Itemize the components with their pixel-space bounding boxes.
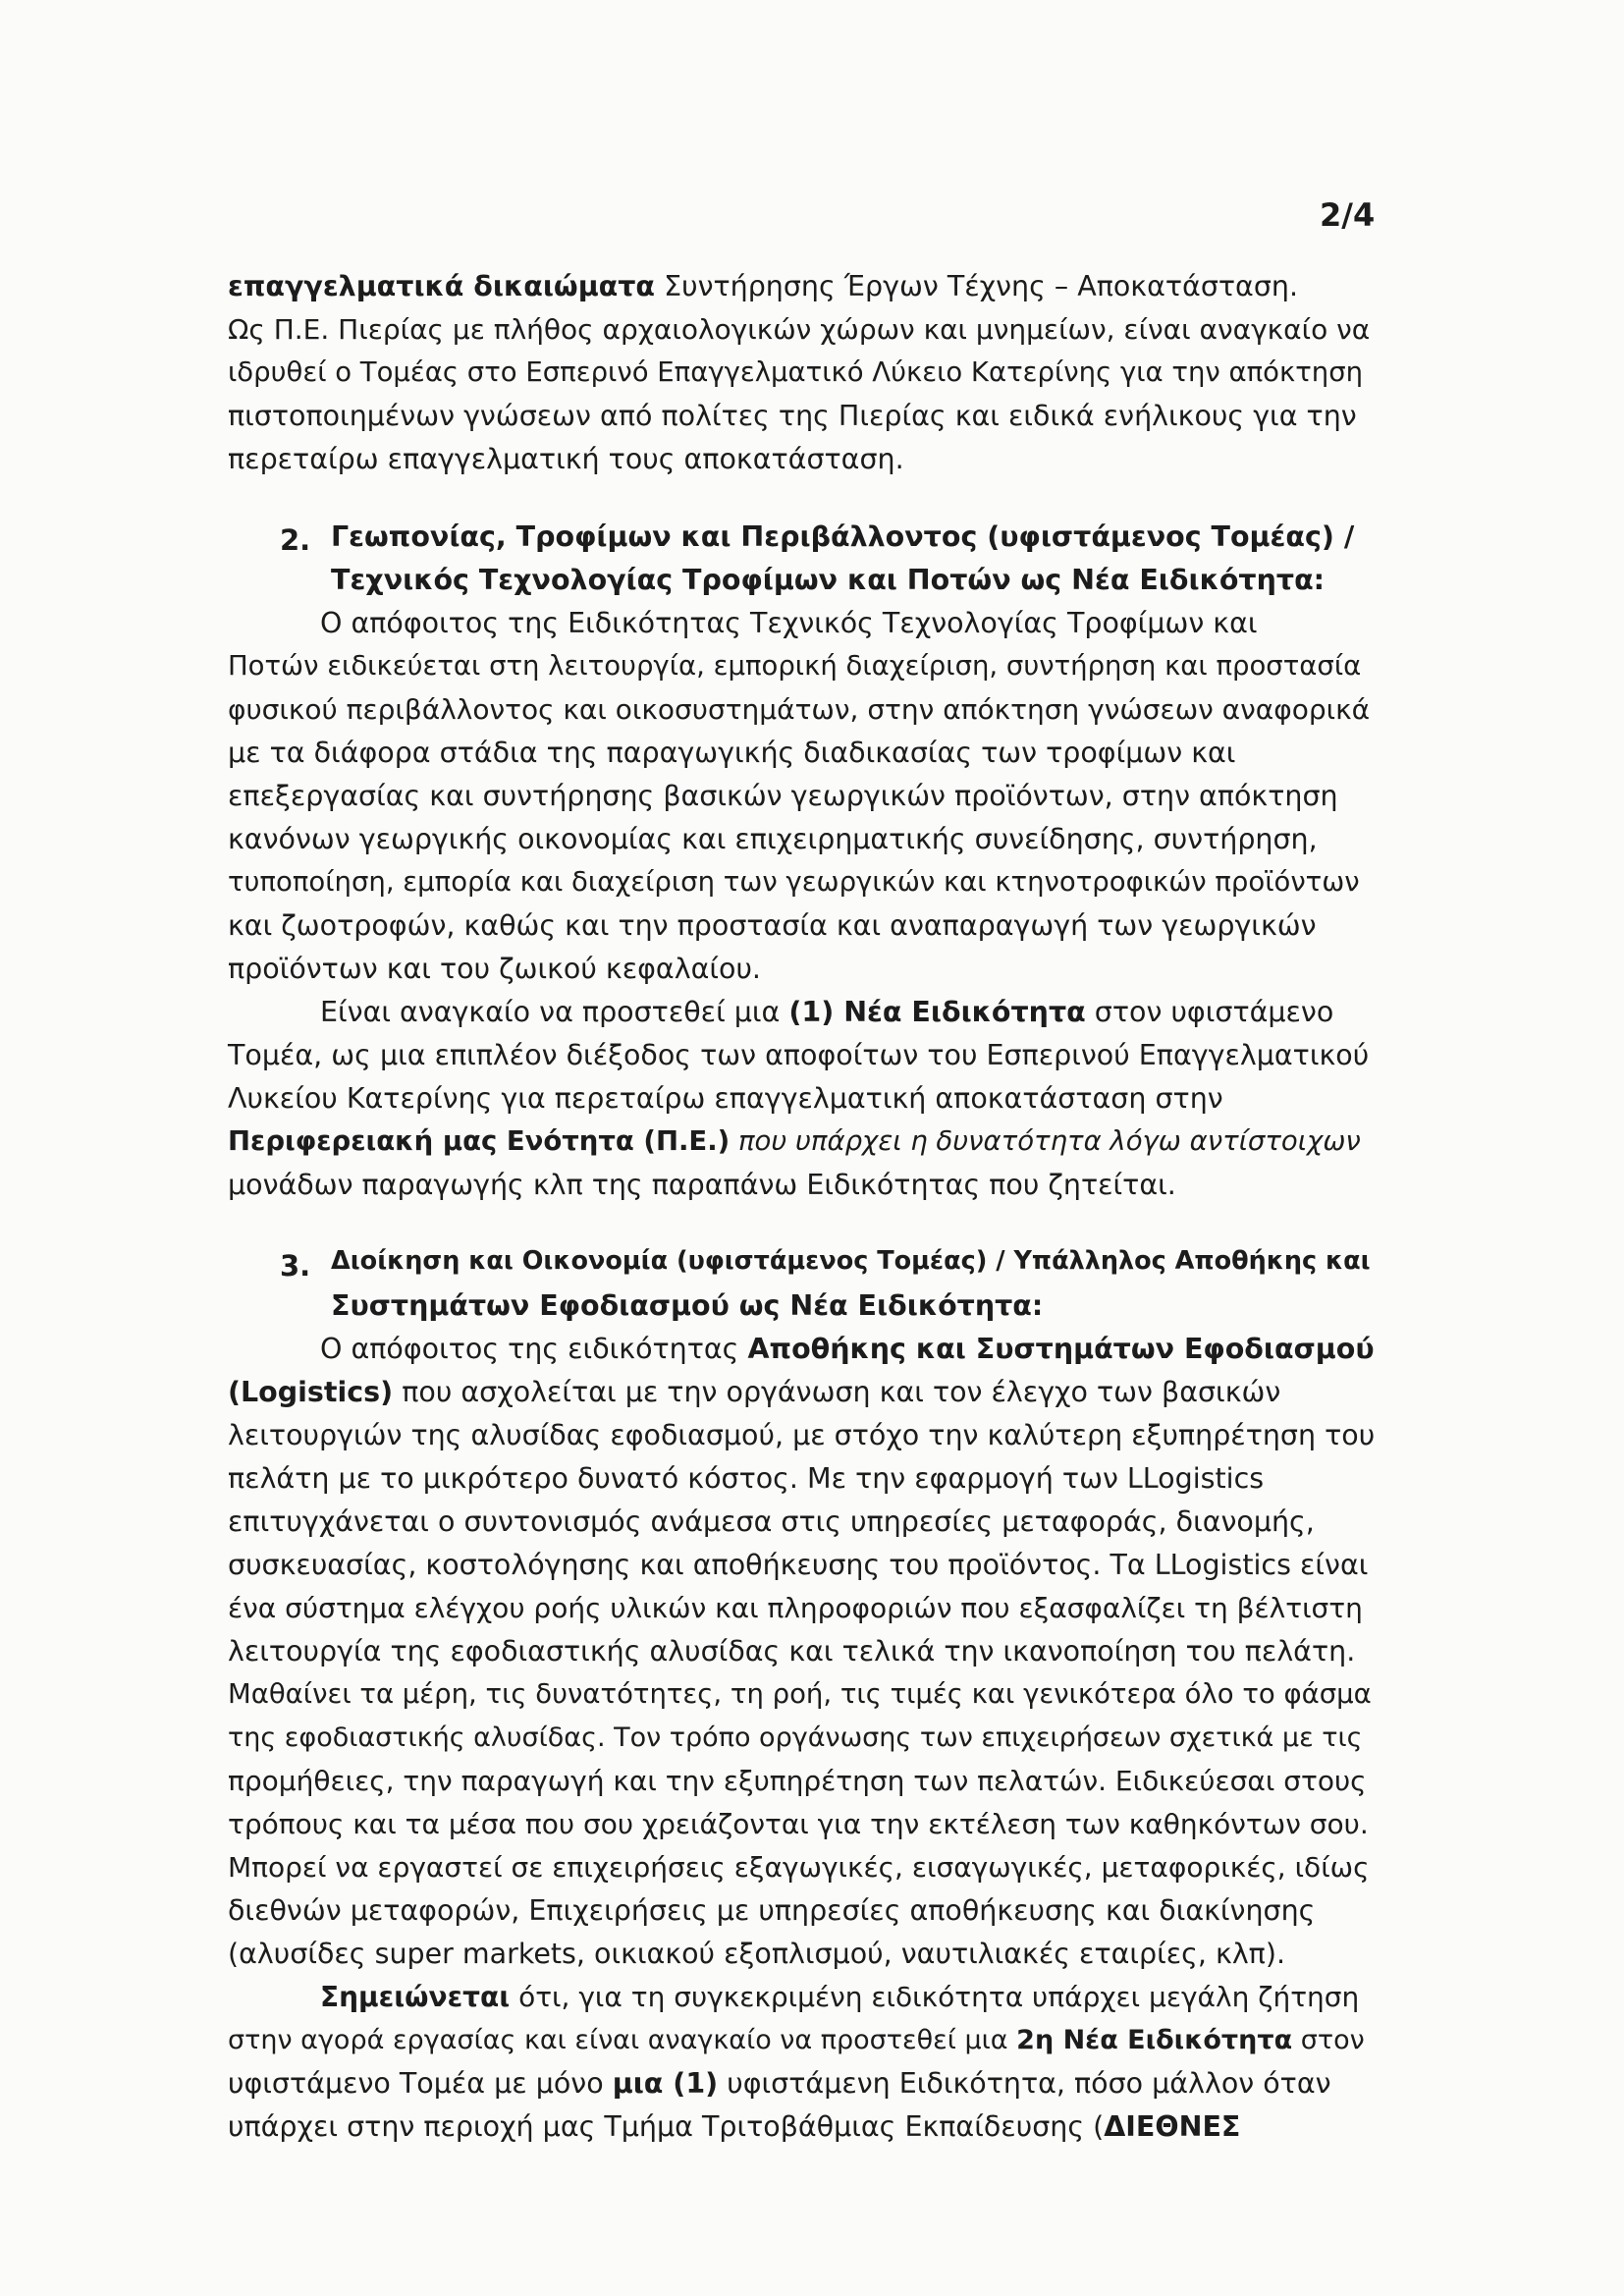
section-heading: Διοίκηση και Οικονομία (υφιστάμενος Τομέας) / Υπάλληλος Αποθήκης και — [331, 1246, 1371, 1276]
paragraph-line: διεθνών μεταφορών, Επιχειρήσεις με υπηρεσίες αποθήκευσης και διακίνησης — [228, 1894, 1316, 1927]
paragraph-line: με τα διάφορα στάδια της παραγωγικής διαδικασίας των τροφίμων και — [228, 737, 1236, 769]
section-number: 3. — [280, 1249, 311, 1283]
paragraph-line: ένα σύστημα ελέγχου ροής υλικών και πληροφοριών που εξασφαλίζει τη βέλτιστη — [228, 1592, 1363, 1624]
text-run: ότι, για τη συγκεκριμένη ειδικότητα υπάρχει μεγάλη ζήτηση — [510, 1981, 1360, 2013]
paragraph-line — [228, 2110, 1241, 2143]
text-run: που ασχολείται με την οργάνωση και τον έλεγχο των βασικών — [393, 1376, 1281, 1408]
paragraph-line: λειτουργία της εφοδιαστικής αλυσίδας και τελικά την ικανοποίηση του πελάτη. — [228, 1635, 1356, 1667]
section-number: 2. — [280, 523, 311, 557]
paragraph-line: προμήθειες, την παραγωγή και την εξυπηρέτηση των πελατών. Ειδικεύεσαι στους — [228, 1765, 1367, 1797]
paragraph-line: λειτουργιών της αλυσίδας εφοδιασμού, με στόχο την καλύτερη εξυπηρέτηση του — [228, 1419, 1376, 1451]
paragraph-line — [228, 2067, 1331, 2100]
bold-text: ΔΙΕΘΝΕΣ — [1104, 2110, 1241, 2143]
bold-text: Αποθήκης και Συστημάτων Εφοδιασμού — [747, 1333, 1375, 1365]
text-run: Είναι αναγκαίο να προστεθεί μια — [320, 996, 789, 1028]
bold-text: 2η Νέα Ειδικότητα — [1016, 2025, 1293, 2055]
paragraph-line: Τομέα, ως μια επιπλέον διέξοδος των αποφοίτων του Εσπερινού Επαγγελματικού — [228, 1039, 1370, 1071]
paragraph-line — [228, 1376, 1281, 1408]
paragraph-line: Μπορεί να εργαστεί σε επιχειρήσεις εξαγωγικές, εισαγωγικές, μεταφορικές, ιδίως — [228, 1851, 1370, 1884]
paragraph-line: φυσικού περιβάλλοντος και οικοσυστημάτων, στην απόκτηση γνώσεων αναφορικά — [228, 693, 1371, 726]
paragraph-line: Λυκείου Κατερίνης για περεταίρω επαγγελματική αποκατάσταση στην — [228, 1082, 1223, 1115]
section-heading: Συστημάτων Εφοδιασμού ως Νέα Ειδικότητα: — [331, 1289, 1044, 1322]
bold-text: Περιφερειακή μας Ενότητα (Π.Ε.) — [228, 1125, 731, 1157]
paragraph-line — [320, 1981, 1360, 2013]
paragraph-line: επιτυγχάνεται ο συντονισμός ανάμεσα στις υπηρεσίες μεταφοράς, διανομής, — [228, 1505, 1315, 1538]
paragraph-line — [228, 270, 1299, 302]
paragraph-line — [228, 2027, 1365, 2053]
paragraph-line: πελάτη με το μικρότερο δυνατό κόστος. Με την εφαρμογή των LLogistics — [228, 1462, 1265, 1495]
paragraph-line: τυποποίηση, εμπορία και διαχείριση των γεωργικών και κτηνοτροφικών προϊόντων — [228, 866, 1360, 898]
paragraph-line: Ως Π.Ε. Πιερίας με πλήθος αρχαιολογικών χώρων και μνημείων, είναι αναγκαίο να — [228, 313, 1371, 346]
text-run: υφιστάμενο Τομέα με μόνο — [228, 2067, 613, 2100]
text-run: στην αγορά εργασίας και είναι αναγκαίο να προστεθεί μια — [228, 2025, 1017, 2055]
text-run: στον — [1292, 2025, 1365, 2055]
text-run: Ο απόφοιτος της ειδικότητας — [320, 1333, 748, 1365]
paragraph-line: περεταίρω επαγγελματική τους αποκατάσταση. — [228, 443, 904, 475]
paragraph-line: μονάδων παραγωγής κλπ της παραπάνω Ειδικότητας που ζητείται. — [228, 1169, 1176, 1201]
section-heading: Γεωπονίας, Τροφίμων και Περιβάλλοντος (υφιστάμενος Τομέας) / — [331, 520, 1355, 553]
bold-text: επαγγελματικά δικαιώματα — [228, 270, 656, 302]
paragraph-line: Ποτών ειδικεύεται στη λειτουργία, εμπορική διαχείριση, συντήρηση και προστασία — [228, 650, 1362, 682]
italic-text: που υπάρχει η δυνατότητα λόγω αντίστοιχων — [730, 1125, 1361, 1157]
page-number: 2/4 — [1320, 196, 1376, 234]
paragraph-line — [320, 996, 1334, 1028]
paragraph-line: (αλυσίδες super markets, οικιακού εξοπλισμού, ναυτιλιακές εταιρίες, κλπ). — [228, 1938, 1286, 1970]
bold-text: Σημειώνεται — [320, 1981, 511, 2013]
paragraph-line: προϊόντων και του ζωικού κεφαλαίου. — [228, 953, 761, 985]
paragraph-line: πιστοποιημένων γνώσεων από πολίτες της Πιερίας και ειδικά ενήλικους για την — [228, 400, 1357, 432]
text-run: υφιστάμενη Ειδικότητα, πόσο μάλλον όταν — [718, 2067, 1331, 2100]
bold-text: (Logistics) — [228, 1376, 394, 1408]
section-heading: Τεχνικός Τεχνολογίας Τροφίμων και Ποτών ως Νέα Ειδικότητα: — [331, 564, 1326, 596]
bold-text: μια (1) — [612, 2067, 719, 2100]
paragraph-line: Ο απόφοιτος της Ειδικότητας Τεχνικός Τεχνολογίας Τροφίμων και — [320, 607, 1258, 639]
paragraph-line: επεξεργασίας και συντήρησης βασικών γεωργικών προϊόντων, στην απόκτηση — [228, 780, 1338, 812]
paragraph-line: τρόπους και τα μέσα που σου χρειάζονται για την εκτέλεση των καθηκόντων σου. — [228, 1808, 1369, 1840]
paragraph-line — [228, 1125, 1361, 1157]
paragraph-line: συσκευασίας, κοστολόγησης και αποθήκευσης του προϊόντος. Τα LLogistics είναι — [228, 1549, 1369, 1581]
paragraph-line: και ζωοτροφών, καθώς και την προστασία και αναπαραγωγή των γεωργικών — [228, 909, 1317, 942]
text-run: Συντήρησης Έργων Τέχνης – Αποκατάσταση. — [655, 270, 1299, 302]
paragraph-line — [320, 1333, 1375, 1365]
text-run: υπάρχει στην περιοχή μας Τμήμα Τριτοβάθμιας Εκπαίδευσης ( — [228, 2110, 1105, 2143]
text-run: στον υφιστάμενο — [1085, 996, 1334, 1028]
paragraph-line: της εφοδιαστικής αλυσίδας. Τον τρόπο οργάνωσης των επιχειρήσεων σχετικά με τις — [228, 1722, 1363, 1753]
paragraph-line: κανόνων γεωργικής οικονομίας και επιχειρηματικής συνείδησης, συντήρηση, — [228, 823, 1318, 855]
paragraph-line: ιδρυθεί ο Τομέας στο Εσπερινό Επαγγελματικό Λύκειο Κατερίνης για την απόκτηση — [228, 356, 1364, 388]
bold-text: (1) Νέα Ειδικότητα — [788, 996, 1086, 1028]
paragraph-line: Μαθαίνει τα μέρη, τις δυνατότητες, τη ροή, τις τιμές και γενικότερα όλο το φάσμα — [228, 1678, 1372, 1710]
